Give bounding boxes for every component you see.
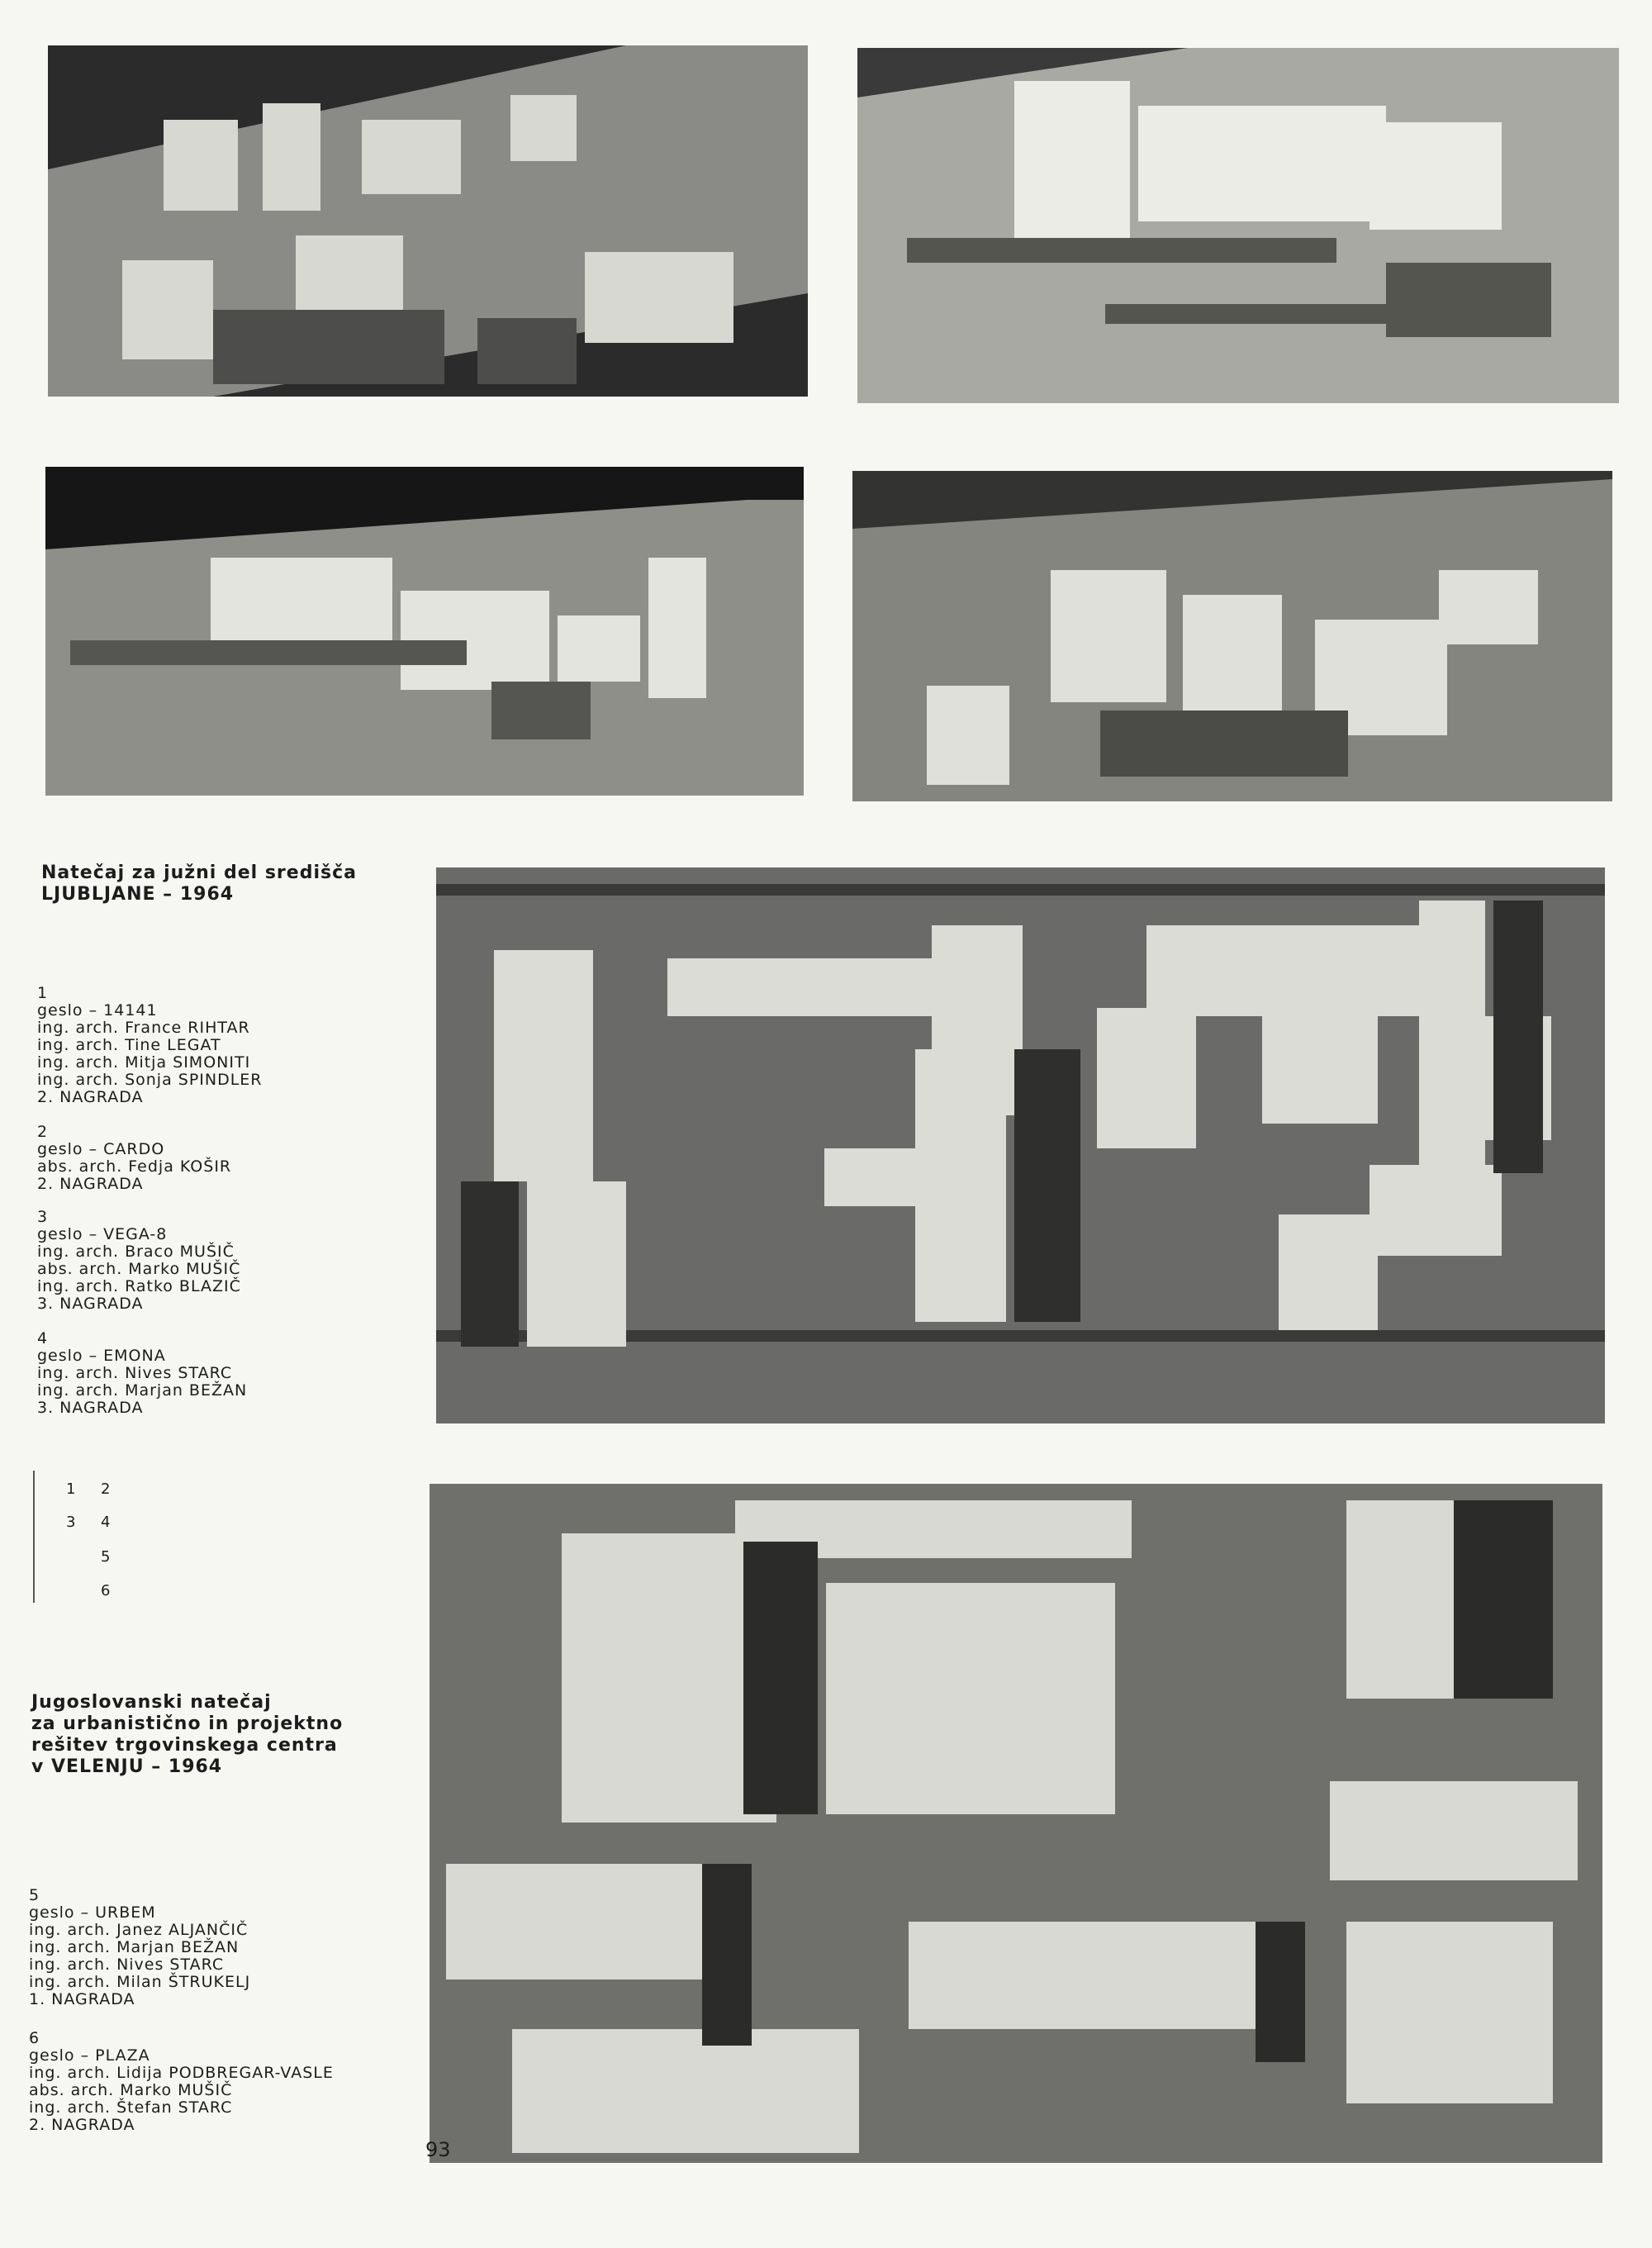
legend-number: 1 bbox=[66, 1480, 76, 1498]
photo-3 bbox=[45, 467, 804, 796]
legend-number: 4 bbox=[101, 1514, 111, 1531]
legend-number: 2 bbox=[101, 1480, 111, 1498]
entry-award: 1. NAGRADA bbox=[29, 1990, 135, 2008]
entry-line: ing. arch. Lidija PODBREGAR-VASLE bbox=[29, 2064, 334, 2082]
entry-line: abs. arch. Fedja KOŠIR bbox=[37, 1157, 232, 1176]
entry-line: ing. arch. Janez ALJANČIČ bbox=[29, 1921, 249, 1939]
entry-line: geslo – VEGA-8 bbox=[37, 1225, 168, 1243]
section1-title bbox=[41, 863, 357, 905]
entry-line: geslo – URBEM bbox=[29, 1903, 156, 1922]
entry-line: ing. arch. France RIHTAR bbox=[37, 1019, 250, 1037]
entry-line: abs. arch. Marko MUŠIČ bbox=[29, 2081, 233, 2099]
section2-title-line4: v VELENJU – 1964 bbox=[31, 1756, 223, 1777]
entry-award: 3. NAGRADA bbox=[37, 1399, 144, 1417]
entry-line: ing. arch. Nives STARC bbox=[37, 1364, 233, 1382]
page-number: 93 bbox=[425, 2138, 451, 2161]
section1-title-line1: Natečaj za južni del središča bbox=[41, 863, 357, 883]
photo-layout-legend bbox=[33, 1471, 159, 1603]
entry-line: ing. arch. Mitja SIMONITI bbox=[37, 1053, 251, 1072]
legend-number: 5 bbox=[101, 1548, 111, 1566]
entry-number: 2 bbox=[37, 1123, 49, 1141]
entry-award: 2. NAGRADA bbox=[37, 1088, 144, 1106]
photo-2 bbox=[857, 48, 1619, 403]
entry-number: 6 bbox=[29, 2029, 40, 2047]
photo-1 bbox=[48, 45, 808, 397]
entry-line: ing. arch. Ratko BLAZIČ bbox=[37, 1277, 241, 1295]
entry-line: ing. arch. Štefan STARC bbox=[29, 2098, 233, 2117]
section2-title-line3: rešitev trgovinskega centra bbox=[31, 1735, 338, 1756]
entry-line: geslo – EMONA bbox=[37, 1347, 166, 1365]
entry-line: geslo – PLAZA bbox=[29, 2046, 150, 2065]
entry-3 bbox=[37, 1209, 241, 1313]
entry-line: geslo – 14141 bbox=[37, 1001, 158, 1019]
entry-number: 5 bbox=[29, 1886, 40, 1904]
photo-4 bbox=[852, 471, 1612, 801]
entry-award: 2. NAGRADA bbox=[29, 2116, 135, 2134]
photo-6 bbox=[430, 1484, 1602, 2163]
legend-number: 3 bbox=[66, 1514, 76, 1531]
section2-title-line1: Jugoslovanski natečaj bbox=[31, 1692, 272, 1713]
entry-6 bbox=[29, 2030, 334, 2134]
entry-1 bbox=[37, 985, 263, 1106]
section2-title bbox=[31, 1692, 343, 1778]
entry-number: 3 bbox=[37, 1208, 49, 1226]
section1-title-line2: LJUBLJANE – 1964 bbox=[41, 884, 235, 905]
entry-line: geslo – CARDO bbox=[37, 1140, 165, 1158]
section2-title-line2: za urbanistično in projektno bbox=[31, 1713, 344, 1734]
photo-5 bbox=[436, 867, 1605, 1423]
entry-line: abs. arch. Marko MUŠIČ bbox=[37, 1260, 241, 1278]
entry-number: 1 bbox=[37, 984, 49, 1002]
entry-award: 3. NAGRADA bbox=[37, 1295, 144, 1313]
entry-line: ing. arch. Nives STARC bbox=[29, 1956, 225, 1974]
entry-line: ing. arch. Braco MUŠIČ bbox=[37, 1243, 235, 1261]
entry-5 bbox=[29, 1887, 250, 2008]
entry-line: ing. arch. Marjan BEŽAN bbox=[29, 1938, 240, 1956]
entry-line: ing. arch. Marjan BEŽAN bbox=[37, 1381, 248, 1400]
entry-award: 2. NAGRADA bbox=[37, 1175, 144, 1193]
entry-2 bbox=[37, 1124, 231, 1193]
entry-line: ing. arch. Tine LEGAT bbox=[37, 1036, 221, 1054]
entry-line: ing. arch. Sonja SPINDLER bbox=[37, 1071, 263, 1089]
entry-number: 4 bbox=[37, 1329, 49, 1347]
entry-4 bbox=[37, 1330, 247, 1417]
legend-number: 6 bbox=[101, 1582, 111, 1599]
entry-line: ing. arch. Milan ŠTRUKELJ bbox=[29, 1973, 251, 1991]
